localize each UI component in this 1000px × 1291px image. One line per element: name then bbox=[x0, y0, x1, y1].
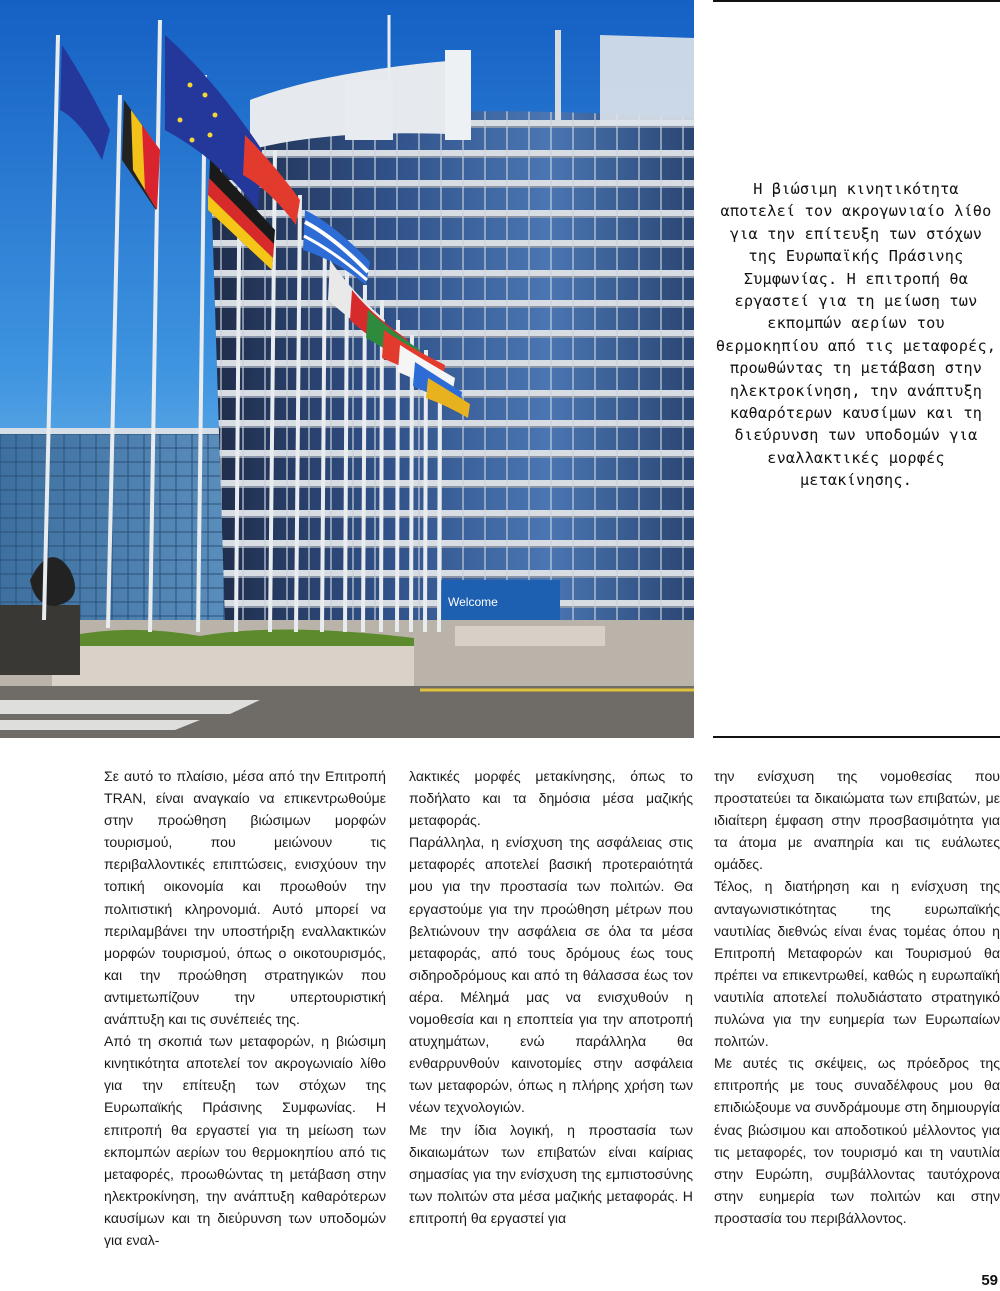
paragraph: Με αυτές τις σκέψεις, ως πρόεδρος της επιτροπής με τους συναδέλφους μου θα επιδιώξουμε να συνδράμουμε στη δημιουργία ένας βιώσιμου και αποδοτικού μέλλοντος για τις μεταφορές, τον τουρισμό και τη ναυτιλία στην Ευρώπη, συμβάλλοντας ταυτόχρονα στην ευημερία των πολιτών και στην προστασία του περιβάλλοντος. bbox=[714, 1055, 1000, 1226]
pull-quote-bottom-rule bbox=[713, 736, 1000, 738]
paragraph: Σε αυτό το πλαίσιο, μέσα από την Επιτροπή TRAN, είναι αναγκαίο να επικεντρωθούμε στην προώθηση βιώσιμων μορφών τουρισμού, που μειώνουν τις περιβαλλοντικές επιπτώσεις, ενισχύουν την τοπική οικονομία και προωθούν την πολιτιστική κληρονομιά. Αυτό μπορεί να περιλαμβάνει την υποστήριξη εναλλακτικών μορφών τουρισμού, όπως ο οικοτουρισμός, και την προώθηση στρατηγικών που αντιμετωπίζουν την υπερτουριστική ανάπτυξη και τις συνέπειές της. bbox=[104, 768, 386, 1028]
paragraph: Τέλος, η διατήρηση και η ενίσχυση της ανταγωνιστικότητας της ευρωπαϊκής ναυτιλίας διεθνώς είναι ένας τομέας όπου η Επιτροπή Μεταφορών και Τουρισμού θα πρέπει να επικεντρωθεί, καθώς η ευρωπαϊκή ναυτιλία αποτελεί πολυδιάστατο στρατηγικό πυλώνα για την ευημερία των Ευρωπαίων πολιτών. bbox=[714, 878, 1000, 1050]
paragraph: Με την ίδια λογική, η προστασία των δικαιωμάτων των επιβατών είναι καίριας σημασίας για την ενίσχυση της εμπιστοσύνης των πολιτών στα μέσα μαζικής μεταφοράς. Η επιτροπή θα εργαστεί για bbox=[409, 1121, 693, 1226]
pull-quote-top-rule bbox=[713, 0, 1000, 2]
welcome-sign: Welcome bbox=[448, 595, 498, 609]
european-parliament-photo bbox=[0, 0, 694, 738]
paragraph: λακτικές μορφές μετακίνησης, όπως το ποδήλατο και τα δημόσια μέσα μαζικής μεταφοράς. bbox=[409, 768, 693, 829]
page-number: 59 bbox=[981, 1272, 998, 1289]
pull-quote: Η βιώσιμη κινητικότητα αποτελεί τον ακρογωνιαίο λίθο για την επίτευξη των στόχων της Ευρωπαϊκής Πράσινης Συμφωνίας. Η επιτροπή θα εργαστεί για τη μείωση των εκπομπών αερίων του θερμοκηπίου από τις μεταφορές, προωθώντας τη μετάβαση στην ηλεκτροκίνηση, την ανάπτυξη καθαρότερων καυσίμων και τη διεύρυνση των υποδομών για εναλλακτικές μορφές μετακίνησης. bbox=[715, 180, 997, 490]
text-column-1 bbox=[104, 765, 386, 1251]
paragraph: Από τη σκοπιά των μεταφορών, η βιώσιμη κινητικότητα αποτελεί τον ακρογωνιαίο λίθο για την επίτευξη των στόχων της Ευρωπαϊκής Πράσινης Συμφωνίας. Η επιτροπή θα εργαστεί για τη μείωση των εκπομπών αερίων του θερμοκηπίου από τις μεταφορές, προωθώντας τη μετάβαση στην ηλεκτροκίνηση, την ανάπτυξη καθαρότερων καυσίμων και τη διεύρυνση των υποδομών για εναλ- bbox=[104, 1033, 386, 1248]
paragraph: Παράλληλα, η ενίσχυση της ασφάλειας στις μεταφορές αποτελεί βασική προτεραιότητά μου για την προστασία των πολιτών. Θα εργαστούμε για την προώθηση μέτρων που βελτιώνουν την ασφάλεια σε όλα τα μέσα μεταφοράς, από τους δρόμους έως τους σιδηροδρόμους και από τη θάλασσα έως τον αέρα. Μέλημά μας να ενισχυθούν η νομοθεσία και η εποπτεία για την αποτροπή ατυχημάτων, ενώ παράλληλα θα ενθαρρυνθούν καινοτομίες στην ασφάλεια των μεταφορών, όπως η πλήρης χρήση των νέων τεχνολογιών. bbox=[409, 834, 693, 1116]
paragraph: την ενίσχυση της νομοθεσίας που προστατεύει τα δικαιώματα των επιβατών, με ιδιαίτερη έμφαση στην προσβασιμότητα για τα άτομα με αναπηρία και τις ευάλωτες ομάδες. bbox=[714, 768, 1000, 873]
text-column-3 bbox=[714, 765, 1000, 1229]
text-column-2 bbox=[409, 765, 693, 1229]
